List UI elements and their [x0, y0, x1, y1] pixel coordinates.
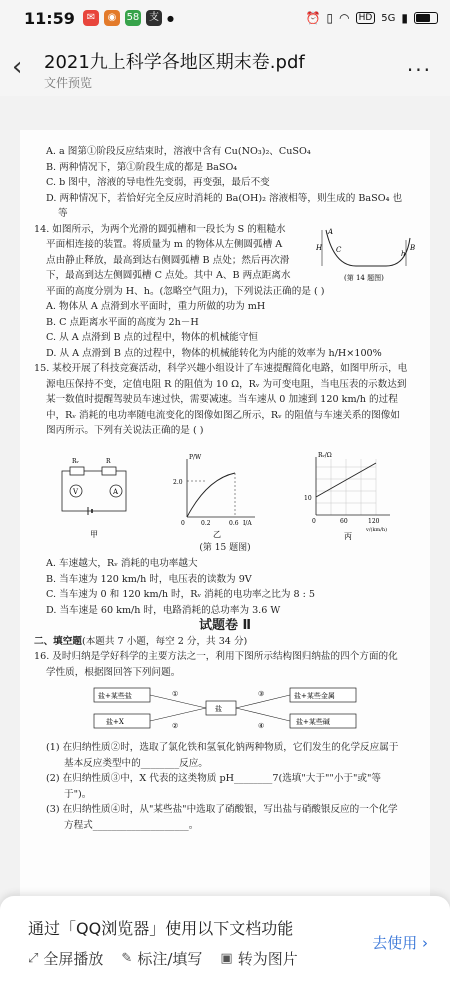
- q15-line-1: 15. 某校开展了科技竞赛活动，科学兴趣小组设计了车速提醒简化电路，如图甲所示，电: [34, 363, 408, 374]
- yi-origin: 0: [180, 519, 185, 527]
- q15-figures: [34, 443, 416, 541]
- q16-n4: ④: [258, 722, 265, 730]
- q15-line-5: 图丙所示。下列有关说法正确的是 ( ): [46, 425, 204, 436]
- alarm-icon: ⏰: [305, 11, 321, 25]
- q16-box1: 盐+某些盐: [98, 692, 132, 700]
- q15-option-d: D. 当车速是 60 km/h 时，电路消耗的总功率为 3.6 W: [46, 604, 281, 616]
- status-bar: [0, 0, 450, 36]
- q14-label-h: H: [316, 244, 323, 252]
- app-badge-icon: 58: [125, 10, 141, 26]
- q16-line-2: 学性质，根据图回答下列问题。: [46, 666, 181, 678]
- q16-sub-3-cont: 方程式____________________。: [64, 819, 199, 831]
- q14-caption: (第 14 题图): [344, 274, 384, 282]
- yi-tick-x2: 0.6: [228, 519, 239, 527]
- q13-option-b: B. 两种情况下，第①阶段生成的都是 BaSO₄: [46, 161, 238, 173]
- status-time: 11:59: [24, 8, 75, 28]
- q14-line-1: 14. 如图所示，为两个光滑的圆弧槽和一段长为 S 的粗糙水: [34, 223, 286, 235]
- q13-option-d-cont: 等: [58, 208, 68, 219]
- q16-n2: ②: [172, 722, 179, 730]
- bing-caption: 丙: [344, 531, 353, 541]
- q14-option-a: A. 物体从 A 点滑到水平面时，重力所做的功为 mH: [46, 301, 266, 312]
- q14-line-2: 平面相连接的装置。将质量为 m 的物体从左侧圆弧槽 A: [46, 239, 283, 250]
- q15-circuit-jia: [54, 451, 134, 541]
- to-image-label: 转为图片: [237, 950, 298, 968]
- chevron-right-icon: ›: [422, 934, 428, 952]
- q14-line-3: 点由静止释放，最高到达右侧圆弧槽 B 点处；然后再次滑: [46, 254, 290, 266]
- q14-label-c: C: [336, 246, 342, 254]
- q16-sub-1-cont: 基本反应类型中的________反应。: [64, 757, 208, 769]
- wifi-icon: ◠: [339, 11, 350, 25]
- yi-xlabel: I/A: [242, 519, 252, 527]
- image-icon: ▣: [220, 951, 233, 966]
- q16-box2: 盐+X: [106, 718, 124, 726]
- q16-sub-2-cont: 于")。: [64, 788, 92, 800]
- back-icon[interactable]: ‹: [12, 52, 23, 82]
- yi-tick-y: 2.0: [172, 478, 183, 486]
- q16-n3: ③: [258, 690, 265, 698]
- section-title: 试题卷 Ⅱ: [198, 618, 252, 633]
- section2-heading: 二、填空题: [34, 635, 82, 647]
- yi-tick-x1: 0.2: [200, 519, 211, 527]
- fullscreen-icon: ⤢: [28, 951, 39, 966]
- yi-ylabel: P/W: [188, 453, 202, 461]
- signal-icon: ▮: [401, 11, 408, 25]
- to-image-action[interactable]: [220, 948, 297, 969]
- q14-label-b: B: [410, 244, 416, 252]
- hd-icon: HD: [356, 12, 376, 24]
- q13-option-c: C. b 图中，溶液的导电性先变弱，再变强，最后不变: [46, 177, 270, 188]
- bing-ylabel: Rᵥ/Ω: [318, 451, 333, 459]
- q13-option-a: A. a 图第①阶段反应结束时，溶液中含有 Cu(NO₃)₂、CuSO₄: [46, 146, 311, 157]
- jia-caption: 甲: [89, 529, 98, 539]
- app-notification-icon: ✉: [83, 10, 99, 26]
- bing-tick-y: 10: [304, 494, 312, 502]
- q14-option-d: D. 从 A 点滑到 B 点的过程中，物体的机械能转化为内能的效率为 h/H×100%: [46, 347, 382, 359]
- app-notification-icon-2: ◉: [104, 10, 120, 26]
- q15-line-3: 某一数值时提醒驾驶员车速过快，需要减速。当车速从 0 加速到 120 km/h 的过程: [46, 394, 398, 405]
- bing-tick-x1: 60: [340, 517, 348, 525]
- q15-graph-bing: [300, 451, 396, 541]
- q13-option-d: D. 两种情况下，若恰好完全反应时消耗的 Ba(OH)₂ 溶液相等，则生成的 BaSO₄ 也: [46, 192, 403, 204]
- q14-option-c: C. 从 A 点滑到 B 点的过程中，物体的机械能守恒: [46, 332, 258, 343]
- file-title: 2021九上科学各地区期末卷.pdf: [44, 52, 305, 73]
- q15-option-a: A. 车速越大，Rᵥ 消耗的电功率越大: [46, 558, 198, 569]
- signal-text: 5G: [381, 12, 396, 24]
- fullscreen-action[interactable]: [28, 948, 103, 969]
- q14-label-a: A: [328, 228, 334, 236]
- q14-line-5: 平面的高度分别为 H、h。(忽略空气阻力)，下列说法正确的是 ( ): [46, 285, 325, 297]
- go-use-label: 去使用: [372, 934, 418, 952]
- fullscreen-label: 全屏播放: [43, 950, 104, 968]
- bing-origin: 0: [312, 517, 317, 525]
- section2-note: (本题共 7 小题，每空 2 分，共 34 分): [81, 635, 248, 647]
- q16-n1: ①: [172, 690, 179, 698]
- vibrate-icon: ▯: [326, 11, 334, 25]
- annotate-label: 标注/填写: [137, 950, 203, 968]
- jia-rv-label: Rᵥ: [71, 457, 79, 465]
- jia-v-label: V: [72, 487, 78, 496]
- dot-icon: ●: [166, 13, 174, 23]
- q14-line-4: 下，最高到达左侧圆弧槽 C 点处。其中 A、B 两点距离水: [46, 270, 291, 281]
- banner-title: 通过「QQ浏览器」使用以下文档功能: [28, 919, 294, 938]
- bing-xlabel: v/(km/h): [366, 526, 388, 533]
- q15-caption: (第 15 题图): [199, 542, 251, 553]
- q15-graph-yi: [173, 451, 261, 541]
- q16-line-1: 16. 及时归纳是学好科学的主要方法之一，利用下图所示结构图归纳盐的四个方面的化: [34, 651, 398, 662]
- q15-line-4: 中，Rᵥ 消耗的电功率随电流变化的图像如图乙所示，Rᵥ 的阻值与车速关系的图像如: [46, 409, 400, 421]
- q16-box3: 盐+某些金属: [294, 692, 335, 700]
- q14-option-b: B. C 点距离水平面的高度为 2h－H: [46, 316, 199, 328]
- jia-a-label: A: [112, 487, 118, 496]
- pdf-page[interactable]: [20, 130, 430, 910]
- q16-box4: 盐+某些碱: [296, 718, 330, 726]
- q15-line-2: 源电压保持不变，定值电阻 R 的阻值为 10 Ω，Rᵥ 为可变电阻，当电压表的示数达到: [46, 378, 407, 390]
- jia-r-label: R: [105, 457, 111, 465]
- battery-icon: [414, 12, 438, 24]
- banner-actions: [28, 948, 298, 969]
- file-subtitle: 文件预览: [44, 76, 93, 90]
- q15-option-c: C. 当车速为 0 和 120 km/h 时，Rᵥ 消耗的电功率之比为 8 : 5: [46, 589, 316, 600]
- go-use-button[interactable]: [372, 932, 428, 953]
- file-header: [0, 36, 450, 96]
- more-options-icon[interactable]: ...: [406, 52, 432, 76]
- q16-center: 盐: [215, 705, 222, 713]
- app-notification-icon-3: 支: [146, 10, 162, 26]
- edit-icon: ✎: [121, 951, 133, 966]
- q15-option-b: B. 当车速为 120 km/h 时，电压表的读数为 9V: [46, 573, 252, 585]
- q16-diagram: [90, 684, 360, 734]
- annotate-action[interactable]: [121, 948, 202, 969]
- yi-caption: 乙: [212, 529, 221, 539]
- q16-sub-1: (1) 在归纳性质②时，选取了氯化铁和氢氧化钠两种物质，它们发生的化学反应属于: [46, 742, 399, 753]
- q14-label-h-small: h: [401, 250, 406, 258]
- q16-sub-2: (2) 在归纳性质③中，X 代表的这类物质 pH________7(选填"大于""小于"或"等: [46, 773, 382, 784]
- qq-browser-banner: [0, 896, 450, 1000]
- q16-sub-3: (3) 在归纳性质④时，从"某些盐"中选取了硝酸银，写出盐与硝酸银反应的一个化学: [46, 804, 398, 815]
- q14-figure: [316, 226, 416, 282]
- status-right: [306, 11, 438, 25]
- bing-tick-x2: 120: [368, 517, 380, 525]
